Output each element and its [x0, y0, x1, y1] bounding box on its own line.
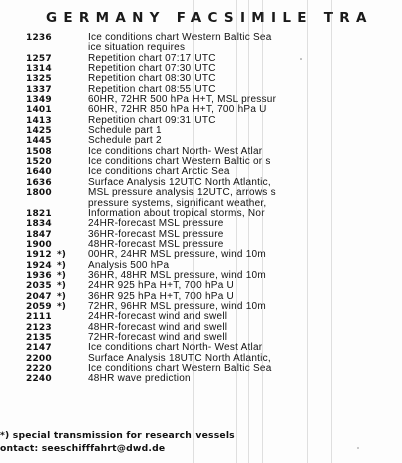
schedule-description: Analysis 500 hPa: [88, 259, 170, 271]
schedule-time: 1413: [26, 115, 52, 126]
schedule-row: [0, 188, 402, 198]
schedule-description: 00HR, 24HR MSL pressure, wind 10m: [88, 249, 266, 261]
schedule-description: 72HR-forecast wind and swell: [88, 331, 228, 343]
schedule-time: 1401: [26, 105, 52, 116]
schedule-description: Ice conditions chart North- West Atlar: [88, 145, 263, 157]
schedule-time: 2220: [26, 364, 52, 374]
scan-artifact-line: [262, 0, 263, 463]
schedule-description: Schedule part 2: [88, 135, 162, 147]
schedule-time: 2240: [26, 374, 52, 385]
schedule-description: Ice conditions chart Western Baltic Sea: [88, 32, 272, 43]
schedule-row: [0, 33, 402, 43]
schedule-time: 1636: [26, 177, 52, 188]
schedule-time: 1924: [26, 260, 52, 271]
schedule-time: 2111: [26, 312, 52, 323]
schedule-description: Repetition chart 09:31 UTC: [88, 114, 216, 126]
schedule-description: 24HR-forecast wind and swell: [88, 311, 228, 323]
research-vessel-mark: *): [57, 291, 66, 302]
schedule-time: 1847: [26, 229, 52, 240]
schedule-time: 1520: [26, 157, 52, 168]
schedule-description: 36HR, 48HR MSL pressure, wind 10m: [88, 269, 266, 281]
schedule-time: 2047: [26, 291, 52, 302]
schedule-time: 1337: [26, 84, 52, 95]
schedule-description: Information about tropical storms, Nor: [88, 207, 265, 219]
schedule-time: 2123: [26, 322, 52, 333]
schedule-description: Repetition chart 08:55 UTC: [88, 83, 216, 95]
schedule-time: 1349: [26, 95, 52, 106]
schedule-description: Ice conditions chart North- West Atlar: [88, 342, 263, 354]
schedule-description: 60HR, 72HR 500 hPa H+T, MSL pressur: [88, 94, 277, 106]
schedule-table: [0, 33, 402, 385]
schedule-row: [0, 116, 402, 126]
schedule-description: Repetition chart 08:30 UTC: [88, 73, 216, 85]
scan-artifact-line: [236, 0, 237, 463]
schedule-row: [0, 126, 402, 136]
schedule-description: 48HR-forecast MSL pressure: [88, 238, 224, 250]
schedule-description: 60HR, 72HR 850 hPa H+T, 700 hPa U: [88, 104, 267, 116]
scan-artifact-line: [307, 0, 308, 463]
schedule-row: [0, 374, 402, 384]
schedule-description: 72HR, 96HR MSL pressure, wind 10m: [88, 300, 266, 312]
schedule-description: 48HR-forecast wind and swell: [88, 321, 228, 333]
contact-line: ontact: seeschifffahrt@dwd.de: [0, 443, 166, 454]
research-vessel-mark: *): [57, 301, 66, 312]
schedule-description: Ice conditions chart Western Baltic Sea: [88, 363, 272, 374]
schedule-time: 2135: [26, 332, 52, 343]
research-vessel-mark: *): [57, 260, 66, 271]
schedule-time: 1834: [26, 219, 52, 230]
schedule-description: Schedule part 1: [88, 125, 162, 137]
schedule-time: 2035: [26, 281, 52, 292]
schedule-time: 1912: [26, 250, 52, 261]
schedule-time: 1314: [26, 64, 52, 75]
schedule-time: 1936: [26, 270, 52, 281]
schedule-time: 1900: [26, 239, 52, 250]
schedule-description: Ice conditions chart Western Baltic or s: [88, 156, 271, 168]
document-title: GERMANY FACSIMILE TRA: [46, 10, 373, 26]
schedule-description: 36HR 925 hPa H+T, 700 hPa U: [88, 290, 235, 302]
scan-speck: [357, 447, 359, 449]
schedule-time: 1236: [26, 33, 52, 43]
schedule-time: 1257: [26, 53, 52, 64]
schedule-description: ice situation requires: [88, 42, 186, 54]
schedule-description: Repetition chart 07:30 UTC: [88, 63, 216, 75]
schedule-description: 36HR-forecast MSL pressure: [88, 228, 224, 240]
schedule-description: 24HR 925 hPa H+T, 700 hPa U: [88, 280, 235, 292]
schedule-time: 1508: [26, 146, 52, 157]
research-vessel-mark: *): [57, 270, 66, 281]
schedule-time: 2059: [26, 301, 52, 312]
schedule-description: Surface Analysis 12UTC North Atlantic,: [88, 176, 271, 188]
schedule-time: 1800: [26, 188, 52, 199]
research-vessel-mark: *): [57, 281, 66, 292]
schedule-description: Ice conditions chart Arctic Sea: [88, 166, 230, 178]
schedule-row: [0, 250, 402, 260]
schedule-time: 1640: [26, 167, 52, 178]
schedule-row: [0, 219, 402, 229]
schedule-time: 2200: [26, 353, 52, 364]
schedule-description: 48HR wave prediction: [88, 373, 191, 385]
scan-artifact-line: [331, 0, 332, 463]
schedule-description: Repetition chart 07:17 UTC: [88, 52, 216, 64]
research-vessel-mark: *): [57, 250, 66, 261]
scan-artifact-line: [193, 0, 194, 463]
schedule-time: 1821: [26, 208, 52, 219]
scan-artifact-line: [248, 0, 249, 463]
schedule-time: 2147: [26, 343, 52, 354]
schedule-row: [0, 364, 402, 374]
schedule-description: Surface Analysis 18UTC North Atlantic,: [88, 352, 271, 364]
schedule-description: pressure systems, significant weather,: [88, 197, 267, 209]
schedule-time: 1445: [26, 136, 52, 147]
schedule-time: 1425: [26, 126, 52, 137]
schedule-description: 24HR-forecast MSL pressure: [88, 218, 224, 230]
scan-speck: [300, 58, 302, 60]
footnote: *) special transmission for research vessels: [0, 430, 235, 441]
schedule-time: 1325: [26, 74, 52, 85]
schedule-description: MSL pressure analysis 12UTC, arrows s: [88, 187, 276, 199]
